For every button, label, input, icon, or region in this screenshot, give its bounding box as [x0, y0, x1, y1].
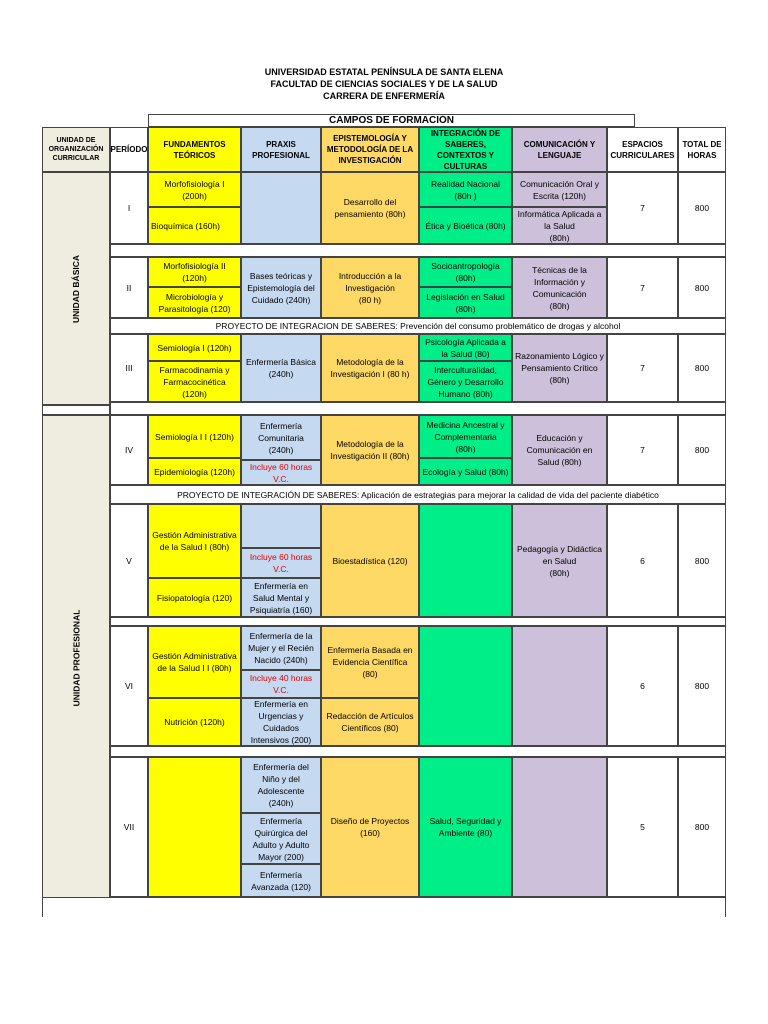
spacer-row [110, 244, 726, 257]
subject-cell: Microbiología y Parasitología (120) [148, 287, 241, 318]
subject-cell: Farmacodinamia y Farmacocinética (120h) [148, 361, 241, 402]
faculty-title: FACULTAD DE CIENCIAS SOCIALES Y DE LA SALUD [270, 79, 498, 89]
subject-cell: Técnicas de la Información y Comunicación (80h) [512, 257, 607, 318]
subject-cell: Enfermería Básica (240h) [241, 334, 321, 402]
espacios-value: 7 [607, 257, 678, 318]
subject-cell: Metodología de la Investigación II (80h) [321, 415, 419, 485]
proyecto-integracion-row: PROYECTO DE INTEGRACIÓN DE SABERES: Aplicación de estrategias para mejorar la calidad de vida del paciente diabético [110, 485, 726, 504]
espacios-value: 5 [607, 757, 678, 897]
unit-profesional-label [42, 415, 110, 900]
subject-cell: Enfermería Quirúrgica del Adulto y Adulto Mayor (200) [241, 813, 321, 864]
subject-cell: Interculturalidad, Género y Desarrollo Humano (80h) [419, 361, 512, 402]
subject-cell: Socioantropología (80h) [419, 257, 512, 287]
total-value: 800 [678, 257, 726, 318]
total-value: 800 [678, 415, 726, 485]
subject-cell: Medicina Ancestral y Complementaria (80h) [419, 415, 512, 458]
subject-cell: Enfermería en Urgencias y Cuidados Intensivos (200) [241, 698, 321, 746]
table-footer [42, 897, 726, 917]
vc-note: Incluye 60 horas V.C. [241, 460, 321, 485]
period-label: VI [110, 626, 148, 746]
empty-cell [419, 626, 512, 746]
subject-cell: Nutrición (120h) [148, 698, 241, 746]
subject-cell: Informática Aplicada a la Salud (80h) [512, 207, 607, 244]
subject-cell: Morfofisiología II (120h) [148, 257, 241, 287]
subject-cell: Semiología I I (120h) [148, 415, 241, 458]
subject-cell: Fisiopatología (120) [148, 578, 241, 617]
header-comunicacion: COMUNICACIÓN Y LENGUAJE [512, 127, 607, 172]
subject-cell: Desarrollo del pensamiento (80h) [321, 172, 419, 244]
empty-cell [148, 757, 241, 897]
empty-cell [512, 757, 607, 897]
header-periodo: PERÍODO [110, 127, 148, 172]
empty-cell [419, 504, 512, 617]
subject-cell: Psicología Aplicada a la Salud (80) [419, 334, 512, 361]
subject-cell: Semiología I (120h) [148, 334, 241, 361]
subject-cell: Ecología y Salud (80h) [419, 458, 512, 485]
period-label: I [110, 172, 148, 244]
header-epistemologia: EPISTEMOLOGÍA Y METODOLOGÍA DE LA INVESTIGACIÓN [321, 127, 419, 172]
subject-cell: Epidemiología (120h) [148, 458, 241, 485]
campos-title: CAMPOS DE FORMACIÓN [148, 114, 635, 127]
header-fundamentos: FUNDAMENTOS TEÓRICOS [148, 127, 241, 172]
subject-cell: Razonamiento Lógico y Pensamiento Crítico (80h) [512, 334, 607, 402]
period-label: V [110, 504, 148, 617]
total-value: 800 [678, 172, 726, 244]
subject-cell: Enfermería Avanzada (120) [241, 864, 321, 897]
total-value: 800 [678, 626, 726, 746]
unit-profesional-text: UNIDAD PROFESIONAL [71, 609, 81, 706]
subject-cell: Bases teóricas y Epistemología del Cuidado (240h) [241, 257, 321, 318]
header-integracion: INTEGRACIÓN DE SABERES, CONTEXTOS Y CULTURAS [419, 127, 512, 172]
vc-note: Incluye 40 horas V.C. [241, 670, 321, 698]
header-praxis: PRAXIS PROFESIONAL [241, 127, 321, 172]
espacios-value: 7 [607, 334, 678, 402]
period-label: III [110, 334, 148, 402]
subject-cell: Metodología de la Investigación I (80 h) [321, 334, 419, 402]
subject-cell: Legislación en Salud (80h) [419, 287, 512, 318]
header-total: TOTAL DE HORAS [678, 127, 726, 172]
subject-cell: Introducción a la Investigación (80 h) [321, 257, 419, 318]
subject-cell: Bioquímica (160h) [148, 207, 241, 244]
period-label: IV [110, 415, 148, 485]
period-label: VII [110, 757, 148, 897]
subject-cell: Enfermería del Niño y del Adolescente (240h) [241, 757, 321, 813]
subject-cell: Educación y Comunicación en Salud (80h) [512, 415, 607, 485]
empty-cell [241, 172, 321, 244]
subject-cell: Pedagogía y Didáctica en Salud (80h) [512, 504, 607, 617]
espacios-value: 6 [607, 504, 678, 617]
university-title: UNIVERSIDAD ESTATAL PENÍNSULA DE SANTA ELENA [264, 67, 504, 77]
subject-cell: Enfermería Basada en Evidencia Científica (80) [321, 626, 419, 698]
header-unidad: UNIDAD DE ORGANIZACIÓN CURRICULAR [42, 127, 110, 172]
subject-cell: Gestión Administrativa de la Salud I I (80h) [148, 626, 241, 698]
unit-basica-label [42, 172, 110, 405]
subject-cell: Comunicación Oral y Escrita (120h) [512, 172, 607, 207]
header-espacios: ESPACIOS CURRICULARES [607, 127, 678, 172]
proyecto-integracion-row: PROYECTO DE INTEGRACION DE SABERES: Prevención del consumo problemático de drogas y alcohol [110, 318, 726, 334]
total-value: 800 [678, 504, 726, 617]
career-title: CARRERA DE ENFERMERÍA [323, 91, 445, 101]
espacios-value: 7 [607, 172, 678, 244]
spacer-row [110, 617, 726, 626]
subject-cell: Redacción de Artículos Científicos (80) [321, 698, 419, 746]
subject-cell: Realidad Nacional (80h ) [419, 172, 512, 207]
subject-cell: Enfermería de la Mujer y el Recién Nacido (240h) [241, 626, 321, 670]
subject-cell: Ética y Bioética (80h) [419, 207, 512, 244]
empty-cell [512, 626, 607, 746]
spacer-row [110, 746, 726, 757]
subject-cell: Diseño de Proyectos (160) [321, 757, 419, 897]
subject-cell: Salud, Seguridad y Ambiente (80) [419, 757, 512, 897]
total-value: 800 [678, 757, 726, 897]
spacer-row [110, 402, 726, 415]
unit-basica-text: UNIDAD BÁSICA [71, 254, 81, 323]
espacios-value: 7 [607, 415, 678, 485]
subject-cell: Morfofisiología I (200h) [148, 172, 241, 207]
subject-cell: Enfermería en Salud Mental y Psiquiatría (160) [241, 578, 321, 617]
empty-cell [241, 504, 321, 548]
subject-cell: Bioestadística (120) [321, 504, 419, 617]
period-label: II [110, 257, 148, 318]
vc-note: Incluye 60 horas V.C. [241, 548, 321, 578]
spacer-row [42, 405, 110, 415]
subject-cell: Enfermería Comunitaria (240h) [241, 415, 321, 460]
espacios-value: 6 [607, 626, 678, 746]
subject-cell: Gestión Administrativa de la Salud I (80h) [148, 504, 241, 578]
total-value: 800 [678, 334, 726, 402]
